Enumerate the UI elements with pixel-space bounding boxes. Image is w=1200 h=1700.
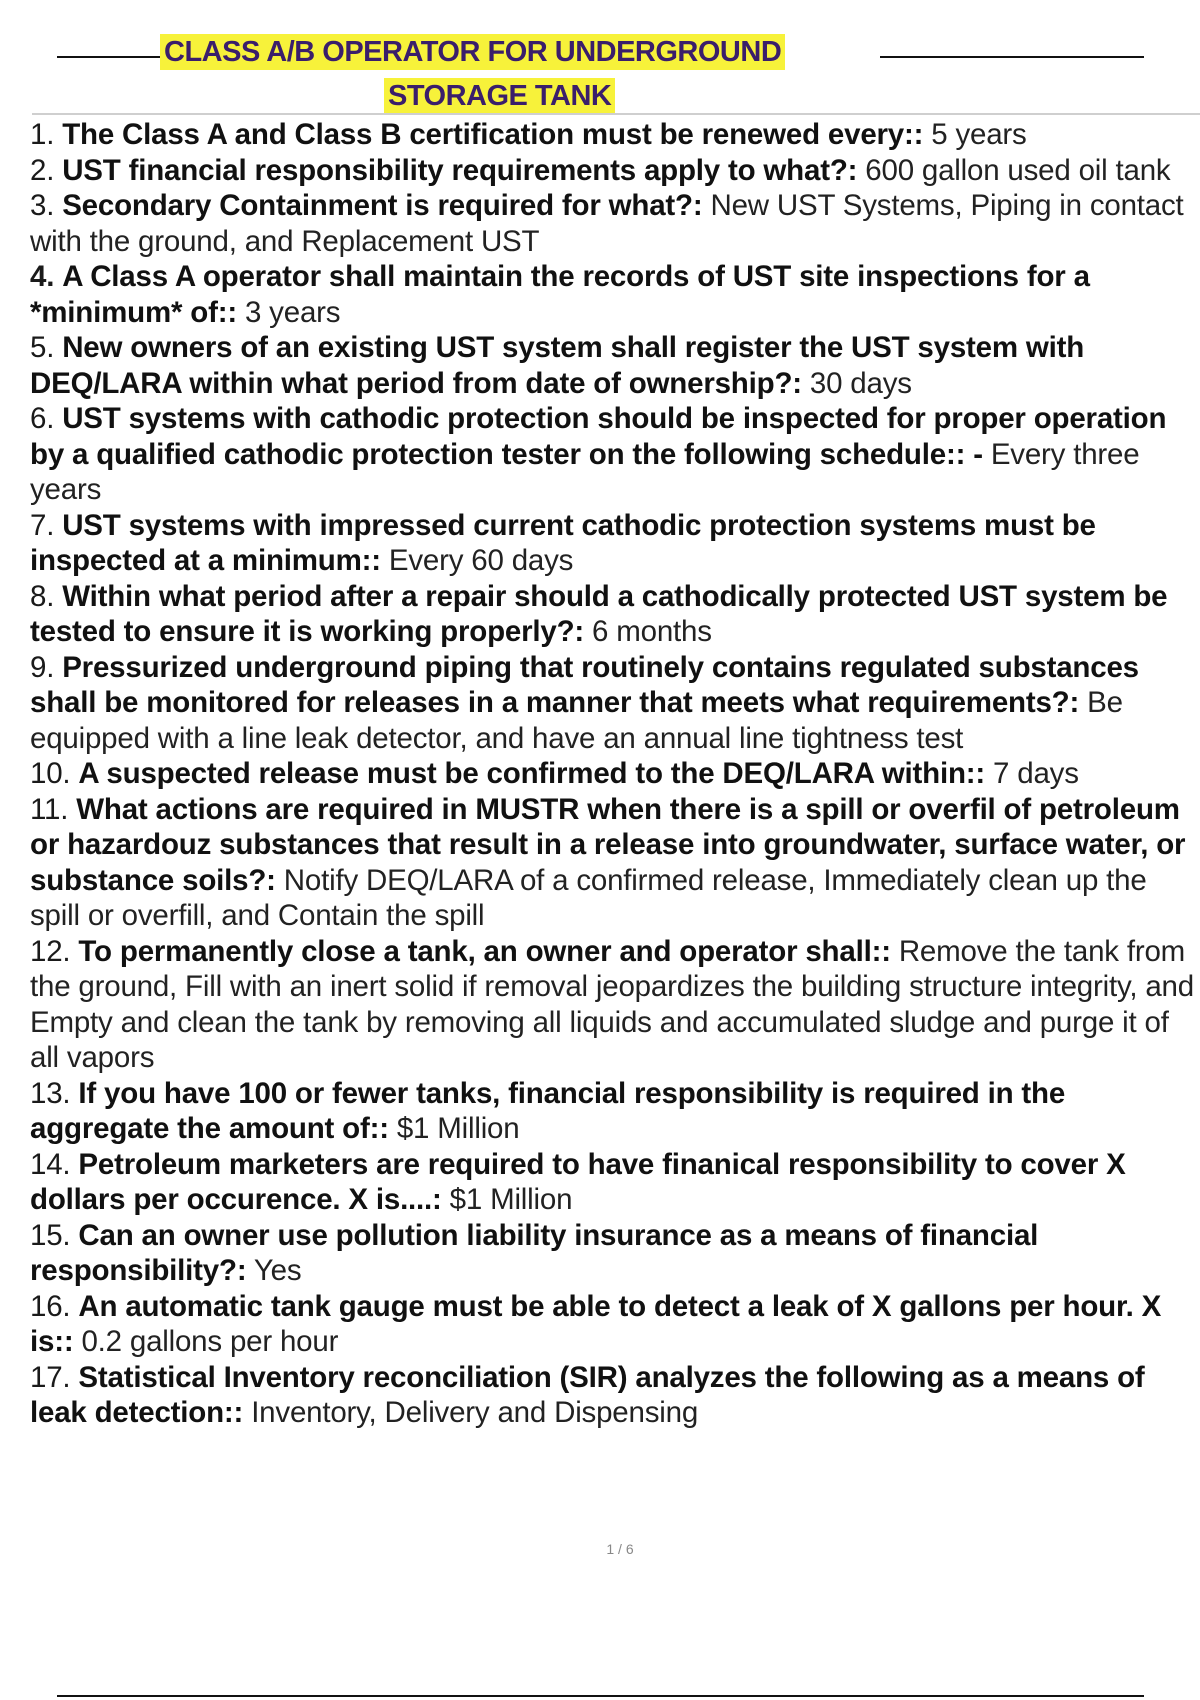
qa-question: What actions are required in MUSTR when there is a spill or overfil of petroleum or hazardouz substances that result in a release into groundwater, surface water, or substance soils?: xyxy=(30,792,1186,897)
qa-number: 3. xyxy=(30,189,55,222)
qa-number: 15. xyxy=(30,1218,71,1252)
qa-item xyxy=(30,508,1195,579)
qa-number: 2. xyxy=(30,153,55,187)
qa-answer: $1 Million xyxy=(449,1183,573,1216)
qa-question: UST systems with impressed current cathodic protection systems must be inspected at a minimum:: xyxy=(30,508,1096,577)
qa-item xyxy=(30,259,1195,330)
qa-question: An automatic tank gauge must be able to detect a leak of X gallons per hour. X is:: xyxy=(30,1289,1162,1358)
qa-answer: Yes xyxy=(253,1254,302,1287)
qa-answer: $1 Million xyxy=(396,1112,520,1145)
question-answer-list xyxy=(30,117,1195,1431)
qa-number: 16. xyxy=(30,1289,71,1323)
qa-answer: Every 60 days xyxy=(388,544,574,577)
qa-answer: 7 days xyxy=(993,757,1079,790)
title-rule-left xyxy=(57,56,162,58)
qa-answer: Inventory, Delivery and Dispensing xyxy=(251,1396,699,1429)
qa-number: 1. xyxy=(30,118,55,151)
qa-item xyxy=(30,650,1195,757)
qa-number: 9. xyxy=(30,650,55,684)
page-number: 1 / 6 xyxy=(606,1541,634,1557)
qa-question: If you have 100 or fewer tanks, financial responsibility is required in the aggregate the amount of:: xyxy=(30,1076,1066,1145)
footer-rule xyxy=(57,1695,1144,1697)
qa-number: 6. xyxy=(30,402,55,435)
qa-item xyxy=(30,934,1195,1076)
qa-question: Pressurized underground piping that routinely contains regulated substances shall be monitored for releases in a manner that meets what requirements?: xyxy=(30,650,1139,719)
qa-number: 8. xyxy=(30,579,55,613)
qa-number: 13. xyxy=(30,1076,71,1110)
qa-number: 11. xyxy=(30,792,69,826)
qa-number: 12. xyxy=(30,934,71,968)
qa-item xyxy=(30,188,1195,259)
qa-answer: 0.2 gallons per hour xyxy=(81,1325,339,1358)
qa-number: 14. xyxy=(30,1147,71,1181)
qa-answer: 30 days xyxy=(809,366,912,400)
qa-question: A Class A operator shall maintain the records of UST site inspections for a *minimum* of:: xyxy=(30,260,1090,329)
header-divider xyxy=(32,113,1200,115)
qa-answer: Every three years xyxy=(30,437,1140,506)
document-header xyxy=(0,34,1200,114)
qa-question: A suspected release must be confirmed to the DEQ/LARA within:: xyxy=(78,757,986,790)
qa-item xyxy=(30,1218,1195,1289)
qa-answer: 3 years xyxy=(244,295,341,329)
document-title-line-1: CLASS A/B OPERATOR FOR UNDERGROUND xyxy=(160,34,785,70)
qa-question: Can an owner use pollution liability insurance as a means of financial responsibility?: xyxy=(30,1218,1039,1287)
qa-question: Statistical Inventory reconciliation (SIR) analyzes the following as a means of leak detection:: xyxy=(30,1360,1145,1429)
qa-question: Petroleum marketers are required to have finanical responsibility to cover X dollars per occurence. X is....: xyxy=(30,1147,1126,1216)
qa-answer: New UST Systems, Piping in contact with the ground, and Replacement UST xyxy=(30,189,1184,258)
qa-item xyxy=(30,579,1195,650)
qa-item xyxy=(30,1360,1195,1431)
qa-number: 4. xyxy=(30,260,55,293)
qa-item xyxy=(30,1147,1195,1218)
title-rule-right xyxy=(880,56,1144,58)
qa-item xyxy=(30,792,1195,934)
qa-answer: 6 months xyxy=(592,615,712,648)
qa-question: UST systems with cathodic protection should be inspected for proper operation by a qualified cathodic protection tester on the following schedule:: - xyxy=(30,402,1167,471)
document-title-line-2: STORAGE TANK xyxy=(384,78,615,114)
qa-question: UST financial responsibility requirements apply to what?: xyxy=(62,153,858,187)
qa-number: 10. xyxy=(30,757,71,790)
qa-number: 17. xyxy=(30,1360,71,1394)
qa-answer: Notify DEQ/LARA of a confirmed release, Immediately clean up the spill or overfill, and Contain the spill xyxy=(30,863,1147,932)
qa-item xyxy=(30,330,1195,401)
qa-item xyxy=(30,1076,1195,1147)
qa-answer: 5 years xyxy=(931,118,1027,151)
qa-question: Secondary Containment is required for what?: xyxy=(62,189,703,222)
qa-item xyxy=(30,153,1195,189)
qa-answer: 600 gallon used oil tank xyxy=(865,153,1171,187)
qa-answer: Remove the tank from the ground, Fill with an inert solid if removal jeopardizes the building structure integrity, and Empty and clean the tank by removing all liquids and accumulated sludge and purge it of all vapors xyxy=(30,934,1194,1074)
qa-item xyxy=(30,756,1195,792)
qa-number: 7. xyxy=(30,508,55,542)
qa-question: Within what period after a repair should a cathodically protected UST system be tested to ensure it is working properly?: xyxy=(30,579,1168,648)
qa-question: New owners of an existing UST system shall register the UST system with DEQ/LARA within what period from date of ownership?: xyxy=(30,331,1085,400)
qa-question: To permanently close a tank, an owner and operator shall:: xyxy=(78,934,891,968)
qa-question: The Class A and Class B certification must be renewed every:: xyxy=(62,118,924,151)
qa-answer: Be equipped with a line leak detector, and have an annual line tightness test xyxy=(30,686,1123,755)
qa-number: 5. xyxy=(30,331,55,364)
qa-item xyxy=(30,117,1195,153)
qa-item xyxy=(30,1289,1195,1360)
qa-item xyxy=(30,401,1195,508)
